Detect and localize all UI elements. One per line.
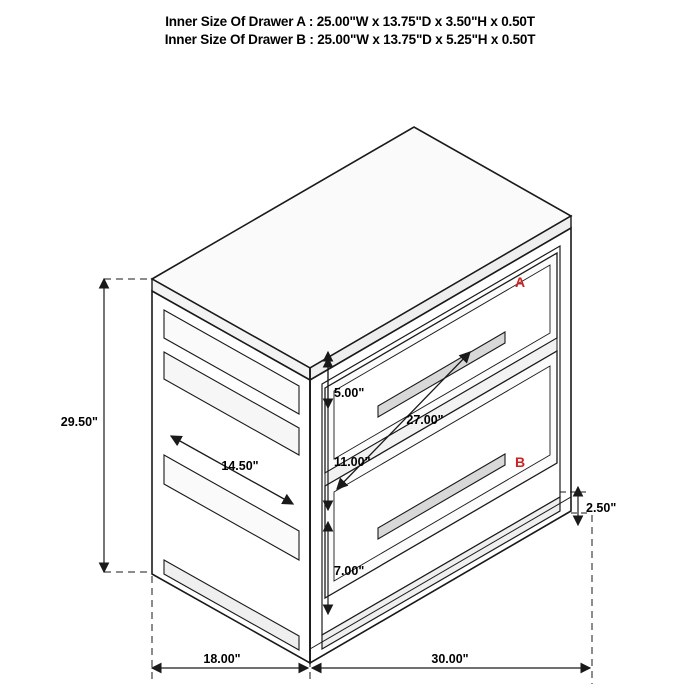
drawer-a-label: A: [514, 274, 526, 290]
dim-interior-width-label: 27.00": [406, 413, 444, 427]
drawer-b-label: B: [514, 454, 526, 470]
dim-mid-height-label: 11.00": [334, 455, 371, 469]
dim-overall-height-label: 29.50": [60, 415, 98, 429]
dim-drawer-b-opening-label: 7.00": [334, 564, 365, 578]
drawer-a-inner-size-text: Inner Size Of Drawer A : 25.00"W x 13.75"D x 3.50"H x 0.50T: [165, 14, 535, 29]
dim-width-label: 30.00": [431, 652, 469, 666]
drawer-b-inner-size-text: Inner Size Of Drawer B : 25.00"W x 13.75"D x 5.25"H x 0.50T: [164, 32, 536, 47]
dim-overall-height: [61, 279, 152, 572]
dim-base-height-label: 2.50": [586, 501, 617, 515]
dim-depth-label: 18.00": [203, 652, 241, 666]
dim-drawer-a-opening-label: 5.00": [334, 386, 365, 400]
dim-interior-depth-label: 14.50": [221, 459, 259, 473]
